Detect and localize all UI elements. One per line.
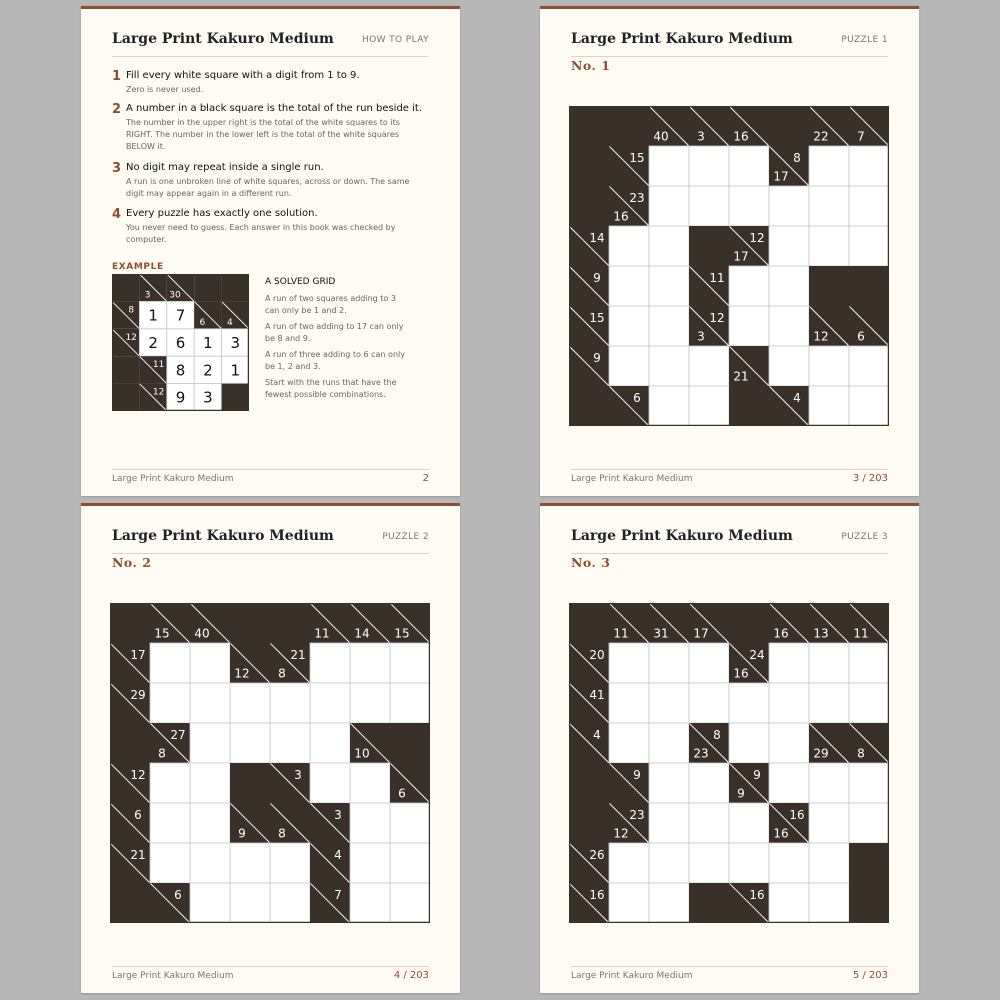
white-cell bbox=[310, 683, 350, 723]
clue-down: 40 bbox=[194, 626, 210, 641]
kakuro-grid bbox=[110, 603, 430, 923]
clue-down: 15 bbox=[154, 626, 170, 641]
white-cell bbox=[649, 723, 689, 763]
blocked-cell bbox=[112, 384, 139, 411]
section-label: HOW TO PLAY bbox=[361, 35, 429, 45]
blocked-cell bbox=[609, 106, 649, 146]
clue-across: 41 bbox=[589, 688, 605, 702]
clue-across: 11 bbox=[709, 271, 725, 285]
footer-title: Large Print Kakuro Medium bbox=[112, 474, 234, 484]
rule-number: 1 bbox=[112, 69, 122, 84]
blocked-cell bbox=[270, 603, 310, 643]
example-note: Start with the runs that have the fewest possible combinations. bbox=[265, 378, 397, 399]
white-cell bbox=[729, 803, 769, 843]
white-cell bbox=[230, 683, 270, 723]
white-cell bbox=[769, 883, 809, 923]
clue-across: 12 bbox=[130, 768, 146, 782]
clue-down: 12 bbox=[813, 329, 829, 344]
white-cell bbox=[649, 346, 689, 386]
blocked-cell bbox=[222, 274, 249, 301]
white-cell bbox=[769, 306, 809, 346]
clue-down: 12 bbox=[234, 666, 250, 681]
white-cell bbox=[230, 843, 270, 883]
clue-across: 9 bbox=[633, 768, 641, 782]
white-cell bbox=[390, 803, 430, 843]
puzzle-number: No. 1 bbox=[571, 58, 611, 73]
white-cell bbox=[769, 763, 809, 803]
blocked-cell bbox=[849, 843, 889, 883]
white-cell bbox=[270, 683, 310, 723]
clue-down: 16 bbox=[773, 826, 789, 841]
white-cell bbox=[729, 723, 769, 763]
white-cell bbox=[350, 843, 390, 883]
rule-detail: The number in the upper right is the total of the white squares to its RIGHT. The number in the lower left is the total of the white squares BELOW it. bbox=[126, 118, 400, 151]
white-cell bbox=[190, 803, 230, 843]
rule-detail: Zero is never used. bbox=[126, 85, 204, 94]
clue-down: 9 bbox=[737, 786, 745, 801]
white-cell bbox=[390, 683, 430, 723]
white-cell bbox=[270, 883, 310, 923]
clue-across: 14 bbox=[589, 231, 605, 245]
white-cell bbox=[729, 266, 769, 306]
solution-digit: 2 bbox=[203, 361, 213, 380]
book-title: Large Print Kakuro Medium bbox=[571, 31, 793, 47]
white-cell bbox=[350, 683, 390, 723]
white-cell bbox=[729, 186, 769, 226]
white-cell bbox=[769, 186, 809, 226]
clue-down: 8 bbox=[857, 746, 865, 761]
puzzle-label: PUZZLE 3 bbox=[841, 532, 888, 542]
clue-across: 3 bbox=[334, 808, 342, 822]
white-cell bbox=[609, 346, 649, 386]
clue-down: 16 bbox=[733, 666, 749, 681]
white-cell bbox=[769, 843, 809, 883]
white-cell bbox=[649, 186, 689, 226]
clue-across: 24 bbox=[749, 648, 765, 662]
footer-title: Large Print Kakuro Medium bbox=[571, 474, 693, 484]
white-cell bbox=[689, 186, 729, 226]
clue-down: 3 bbox=[144, 290, 151, 301]
white-cell bbox=[150, 763, 190, 803]
white-cell bbox=[849, 346, 889, 386]
clue-down: 9 bbox=[238, 826, 246, 841]
white-cell bbox=[729, 683, 769, 723]
white-cell bbox=[350, 803, 390, 843]
rule-number: 3 bbox=[112, 161, 122, 176]
white-cell bbox=[809, 386, 849, 426]
blocked-cell bbox=[809, 266, 849, 306]
clue-across: 17 bbox=[130, 648, 146, 662]
clue-down: 21 bbox=[733, 369, 749, 384]
solution-digit: 1 bbox=[203, 333, 213, 352]
clue-down: 11 bbox=[853, 626, 869, 641]
white-cell bbox=[649, 803, 689, 843]
page-footer bbox=[112, 469, 429, 490]
clue-down: 30 bbox=[169, 290, 181, 301]
blocked-cell bbox=[569, 603, 609, 643]
book-title: Large Print Kakuro Medium bbox=[112, 528, 334, 544]
white-cell bbox=[190, 723, 230, 763]
page-header bbox=[571, 528, 888, 554]
blocked-cell bbox=[569, 803, 609, 843]
page-header bbox=[112, 528, 429, 554]
rules-page bbox=[81, 6, 460, 496]
clue-down: 14 bbox=[354, 626, 370, 641]
clue-across: 20 bbox=[589, 648, 605, 662]
clue-down: 17 bbox=[693, 626, 709, 641]
white-cell bbox=[689, 346, 729, 386]
rule-detail: A run is one unbroken line of white squares, across or down. The same digit may appear again in a different run. bbox=[126, 177, 410, 198]
white-cell bbox=[849, 803, 889, 843]
white-cell bbox=[310, 723, 350, 763]
white-cell bbox=[609, 883, 649, 923]
clue-down: 8 bbox=[278, 826, 286, 841]
clue-down: 16 bbox=[733, 129, 749, 144]
white-cell bbox=[849, 146, 889, 186]
white-cell bbox=[809, 763, 849, 803]
solution-digit: 1 bbox=[230, 361, 241, 380]
white-cell bbox=[769, 346, 809, 386]
white-cell bbox=[390, 883, 430, 923]
white-cell bbox=[849, 386, 889, 426]
white-cell bbox=[809, 146, 849, 186]
clue-across: 8 bbox=[713, 728, 721, 742]
white-cell bbox=[190, 683, 230, 723]
blocked-cell bbox=[729, 603, 769, 643]
clue-across: 8 bbox=[128, 305, 135, 316]
clue-down: 7 bbox=[857, 129, 865, 144]
white-cell bbox=[649, 763, 689, 803]
clue-across: 23 bbox=[629, 191, 645, 205]
clue-down: 8 bbox=[158, 746, 166, 761]
rule-text: Fill every white square with a digit from 1 to 9. bbox=[126, 70, 360, 81]
page-number: 3 / 203 bbox=[852, 473, 888, 484]
clue-down: 3 bbox=[697, 329, 705, 344]
white-cell bbox=[390, 843, 430, 883]
white-cell bbox=[609, 643, 649, 683]
white-cell bbox=[809, 883, 849, 923]
blocked-cell bbox=[112, 356, 139, 383]
white-cell bbox=[150, 843, 190, 883]
blocked-cell bbox=[569, 763, 609, 803]
white-cell bbox=[729, 306, 769, 346]
example-heading: A SOLVED GRID bbox=[265, 277, 336, 287]
clue-across: 4 bbox=[334, 848, 342, 862]
white-cell bbox=[649, 883, 689, 923]
clue-across: 9 bbox=[593, 351, 601, 365]
white-cell bbox=[849, 226, 889, 266]
blocked-cell bbox=[769, 106, 809, 146]
page-number: 5 / 203 bbox=[852, 970, 888, 981]
white-cell bbox=[350, 643, 390, 683]
solution-digit: 9 bbox=[175, 388, 186, 407]
clue-down: 15 bbox=[394, 626, 410, 641]
white-cell bbox=[649, 306, 689, 346]
clue-across: 7 bbox=[334, 888, 342, 902]
example-note: A run of two adding to 17 can only be 8 and 9. bbox=[265, 322, 404, 343]
white-cell bbox=[849, 763, 889, 803]
white-cell bbox=[809, 803, 849, 843]
blocked-cell bbox=[194, 274, 221, 301]
page-number: 2 bbox=[422, 473, 429, 484]
white-cell bbox=[609, 683, 649, 723]
puzzle-page-2 bbox=[81, 503, 460, 993]
white-cell bbox=[689, 146, 729, 186]
white-cell bbox=[809, 346, 849, 386]
blocked-cell bbox=[112, 274, 139, 301]
page-number: 4 / 203 bbox=[393, 970, 429, 981]
clue-across: 6 bbox=[134, 808, 142, 822]
blocked-cell bbox=[849, 266, 889, 306]
clue-across: 9 bbox=[593, 271, 601, 285]
blocked-cell bbox=[110, 603, 150, 643]
clue-down: 11 bbox=[314, 626, 330, 641]
white-cell bbox=[769, 266, 809, 306]
clue-down: 11 bbox=[613, 626, 629, 641]
puzzle-number: No. 2 bbox=[112, 555, 152, 570]
clue-across: 6 bbox=[633, 391, 641, 405]
white-cell bbox=[849, 643, 889, 683]
white-cell bbox=[689, 643, 729, 683]
clue-down: 6 bbox=[199, 317, 206, 328]
clue-across: 12 bbox=[709, 311, 725, 325]
blocked-cell bbox=[689, 883, 729, 923]
white-cell bbox=[769, 226, 809, 266]
clue-across: 16 bbox=[749, 888, 765, 902]
clue-down: 40 bbox=[653, 129, 669, 144]
clue-across: 26 bbox=[589, 848, 605, 862]
white-cell bbox=[649, 386, 689, 426]
clue-down: 12 bbox=[613, 826, 629, 841]
clue-across: 21 bbox=[130, 848, 146, 862]
white-cell bbox=[809, 186, 849, 226]
clue-across: 16 bbox=[789, 808, 805, 822]
white-cell bbox=[649, 643, 689, 683]
white-cell bbox=[849, 186, 889, 226]
blocked-cell bbox=[849, 883, 889, 923]
rule-text: A number in a black square is the total of the run beside it. bbox=[126, 103, 423, 114]
puzzle-number: No. 3 bbox=[571, 555, 611, 570]
white-cell bbox=[809, 683, 849, 723]
footer-title: Large Print Kakuro Medium bbox=[571, 971, 693, 981]
solution-digit: 2 bbox=[148, 333, 158, 352]
clue-across: 4 bbox=[593, 728, 601, 742]
white-cell bbox=[689, 386, 729, 426]
white-cell bbox=[769, 683, 809, 723]
white-cell bbox=[150, 643, 190, 683]
white-cell bbox=[350, 763, 390, 803]
white-cell bbox=[689, 803, 729, 843]
white-cell bbox=[849, 683, 889, 723]
white-cell bbox=[729, 146, 769, 186]
clue-across: 16 bbox=[589, 888, 605, 902]
white-cell bbox=[689, 763, 729, 803]
puzzle-page-3 bbox=[540, 503, 919, 993]
clue-down: 29 bbox=[813, 746, 829, 761]
solution-digit: 7 bbox=[175, 306, 186, 325]
clue-down: 17 bbox=[773, 169, 789, 184]
white-cell bbox=[270, 723, 310, 763]
page-header bbox=[112, 31, 429, 57]
solution-digit: 1 bbox=[148, 306, 158, 325]
white-cell bbox=[689, 683, 729, 723]
clue-across: 11 bbox=[152, 360, 165, 371]
white-cell bbox=[609, 266, 649, 306]
clue-across: 29 bbox=[130, 688, 146, 702]
clue-across: 4 bbox=[793, 391, 801, 405]
page-footer bbox=[571, 469, 888, 490]
clue-down: 8 bbox=[278, 666, 286, 681]
clue-down: 16 bbox=[613, 209, 629, 224]
white-cell bbox=[190, 883, 230, 923]
clue-across: 12 bbox=[125, 332, 137, 343]
blocked-cell bbox=[222, 384, 249, 411]
white-cell bbox=[390, 643, 430, 683]
blocked-cell bbox=[689, 226, 729, 266]
rule-text: Every puzzle has exactly one solution. bbox=[126, 208, 318, 219]
puzzle-page-1 bbox=[540, 6, 919, 496]
rule-detail: You never need to guess. Each answer in this book was checked by computer. bbox=[126, 223, 396, 244]
example-grid bbox=[112, 274, 249, 411]
example-note: A run of two squares adding to 3 can only be 1 and 2. bbox=[265, 294, 396, 315]
blocked-cell bbox=[230, 603, 270, 643]
clue-across: 15 bbox=[629, 151, 645, 165]
white-cell bbox=[150, 683, 190, 723]
page-footer bbox=[571, 966, 888, 987]
book-title: Large Print Kakuro Medium bbox=[571, 528, 793, 544]
white-cell bbox=[190, 763, 230, 803]
white-cell bbox=[609, 843, 649, 883]
footer-title: Large Print Kakuro Medium bbox=[112, 971, 234, 981]
rule-text: No digit may repeat inside a single run. bbox=[126, 162, 324, 173]
blocked-cell bbox=[569, 106, 609, 146]
white-cell bbox=[310, 763, 350, 803]
white-cell bbox=[609, 226, 649, 266]
white-cell bbox=[350, 883, 390, 923]
clue-down: 17 bbox=[733, 249, 749, 264]
white-cell bbox=[649, 266, 689, 306]
blocked-cell bbox=[390, 723, 430, 763]
solution-digit: 3 bbox=[203, 388, 213, 407]
clue-across: 8 bbox=[793, 151, 801, 165]
puzzle-label: PUZZLE 1 bbox=[841, 35, 888, 45]
blocked-cell bbox=[569, 386, 609, 426]
white-cell bbox=[150, 803, 190, 843]
white-cell bbox=[809, 643, 849, 683]
clue-across: 6 bbox=[174, 888, 182, 902]
white-cell bbox=[609, 723, 649, 763]
blocked-cell bbox=[569, 186, 609, 226]
clue-down: 6 bbox=[857, 329, 865, 344]
example-label: EXAMPLE bbox=[112, 262, 164, 272]
white-cell bbox=[769, 723, 809, 763]
clue-down: 3 bbox=[697, 129, 705, 144]
clue-down: 13 bbox=[813, 626, 829, 641]
white-cell bbox=[689, 843, 729, 883]
clue-down: 23 bbox=[693, 746, 709, 761]
puzzle-label: PUZZLE 2 bbox=[382, 532, 429, 542]
clue-down: 31 bbox=[653, 626, 669, 641]
white-cell bbox=[649, 843, 689, 883]
clue-across: 27 bbox=[170, 728, 186, 742]
clue-across: 9 bbox=[753, 768, 761, 782]
book-title: Large Print Kakuro Medium bbox=[112, 31, 334, 47]
white-cell bbox=[609, 306, 649, 346]
clue-across: 3 bbox=[294, 768, 302, 782]
clue-down: 22 bbox=[813, 129, 829, 144]
kakuro-grid bbox=[569, 106, 889, 426]
white-cell bbox=[230, 883, 270, 923]
rule-number: 4 bbox=[112, 207, 122, 222]
white-cell bbox=[310, 643, 350, 683]
white-cell bbox=[190, 843, 230, 883]
white-cell bbox=[729, 843, 769, 883]
solution-digit: 6 bbox=[175, 333, 186, 352]
solution-digit: 3 bbox=[230, 333, 241, 352]
clue-down: 10 bbox=[354, 746, 370, 761]
clue-across: 12 bbox=[152, 387, 165, 398]
kakuro-grid bbox=[569, 603, 889, 923]
white-cell bbox=[809, 843, 849, 883]
blocked-cell bbox=[110, 883, 150, 923]
white-cell bbox=[270, 843, 310, 883]
clue-down: 6 bbox=[398, 786, 406, 801]
white-cell bbox=[649, 146, 689, 186]
blocked-cell bbox=[110, 723, 150, 763]
blocked-cell bbox=[569, 146, 609, 186]
clue-across: 23 bbox=[629, 808, 645, 822]
white-cell bbox=[809, 226, 849, 266]
blocked-cell bbox=[230, 763, 270, 803]
clue-down: 4 bbox=[226, 317, 233, 328]
white-cell bbox=[190, 643, 230, 683]
example-note: A run of three adding to 6 can only be 1, 2 and 3. bbox=[265, 350, 405, 371]
rule-number: 2 bbox=[112, 102, 122, 117]
page-header bbox=[571, 31, 888, 57]
clue-across: 12 bbox=[749, 231, 765, 245]
white-cell bbox=[769, 643, 809, 683]
white-cell bbox=[649, 226, 689, 266]
solution-digit: 8 bbox=[175, 361, 186, 380]
white-cell bbox=[649, 683, 689, 723]
page-footer bbox=[112, 966, 429, 987]
clue-down: 16 bbox=[773, 626, 789, 641]
clue-across: 15 bbox=[589, 311, 605, 325]
blocked-cell bbox=[729, 386, 769, 426]
white-cell bbox=[230, 723, 270, 763]
clue-across: 21 bbox=[290, 648, 306, 662]
